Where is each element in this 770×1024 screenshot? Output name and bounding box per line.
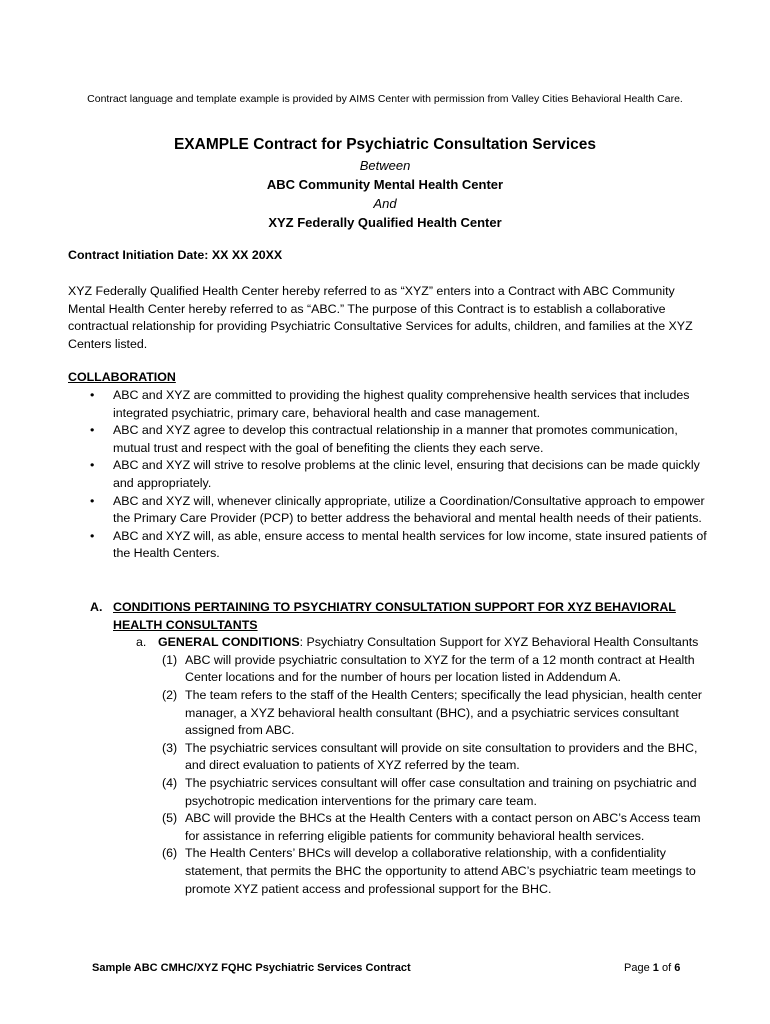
item-number: (1) xyxy=(162,652,178,667)
bullet-icon: • xyxy=(90,458,95,473)
section-a-letter: A. xyxy=(90,600,103,614)
list-item: (4) The psychiatric services consultant will offer case consultation and training on psychiatric and psychotropic medication interventions for the primary care team. xyxy=(162,775,697,808)
party-a: ABC Community Mental Health Center xyxy=(266,177,504,192)
subsection-a-letter: a. xyxy=(136,635,147,650)
and-label: And xyxy=(373,196,397,211)
list-item: (5) ABC will provide the BHCs at the Health Centers with a contact person on ABC’s Access team for assistance in referring eligible patients for community behavioral health services. xyxy=(162,811,701,843)
list-item: • ABC and XYZ will, whenever clinically appropriate, utilize a Coordination/Consultative approach to empower the Primary Care Provider (PCP) to better address the behavioral and mental health needs of their patients. xyxy=(90,493,705,526)
between-label: Between xyxy=(359,158,411,173)
section-a-title: CONDITIONS PERTAINING TO PSYCHIATRY CONSULTATION SUPPORT FOR XYZ BEHAVIORAL HEALTH CONSULTANTS xyxy=(113,600,676,632)
section-a-heading xyxy=(68,599,708,634)
list-item: (1) ABC will provide psychiatric consultation to XYZ for the term of a 12 month contract at Health Center locations and for the number of hours per location listed in Addendum A. xyxy=(162,652,695,685)
list-item: (6) The Health Centers’ BHCs will develop a collaborative relationship, with a confidentiality statement, that permits the BHC the opportunity to attend ABC’s psychiatric team meetings to promote XYZ patient access and professional support for the BHC. xyxy=(162,846,696,896)
list-item: • ABC and XYZ will, as able, ensure access to mental health services for low income, state insured patients of the Health Centers. xyxy=(90,528,707,561)
initiation-date: Contract Initiation Date: XX XX 20XX xyxy=(68,248,283,262)
bullet-icon: • xyxy=(90,388,95,402)
general-conditions-list xyxy=(68,652,708,898)
permission-notice: Contract language and template example is provided by AIMS Center with permission from Valley Cities Behavioral Health Care. xyxy=(87,93,683,105)
list-item: (2) The team refers to the staff of the Health Centers; specifically the lead physician, health center manager, a XYZ behavioral health consultant (BHC), and a psychiatric services consultant assigned from ABC. xyxy=(162,687,703,738)
page-number: Page 1 of 6 xyxy=(624,962,681,974)
bullet-icon: • xyxy=(90,423,95,438)
footer-title: Sample ABC CMHC/XYZ FQHC Psychiatric Services Contract xyxy=(92,962,411,974)
bullet-icon: • xyxy=(90,528,95,543)
current-page: 1 xyxy=(652,962,659,974)
subsection-a xyxy=(68,634,708,652)
list-item: (3) The psychiatric services consultant will provide on site consultation to providers and the BHC, and direct evaluation to patients of XYZ referred by the team. xyxy=(162,740,698,773)
list-item: • ABC and XYZ agree to develop this contractual relationship in a manner that promotes communication, mutual trust and respect with the goal of benefiting the clients they each serve. xyxy=(90,423,678,455)
item-number: (3) xyxy=(162,740,178,755)
section-a xyxy=(68,599,708,898)
subsection-a-lead: GENERAL CONDITIONS xyxy=(158,635,300,650)
item-number: (6) xyxy=(162,846,178,861)
subsection-a-text: : Psychiatry Consultation Support for XYZ Behavioral Health Consultants xyxy=(299,635,699,650)
party-b: XYZ Federally Qualified Health Center xyxy=(268,215,502,230)
collaboration-list xyxy=(68,387,708,563)
list-item: • ABC and XYZ will strive to resolve problems at the clinic level, ensuring that decisions can be made quickly and appropriately. xyxy=(90,458,700,490)
page-title: EXAMPLE Contract for Psychiatric Consultation Services xyxy=(173,136,597,153)
list-item: • ABC and XYZ are committed to providing the highest quality comprehensive health services that includes integrated psychiatric, primary care, behavioral health and case management. xyxy=(90,388,690,420)
item-number: (5) xyxy=(162,811,178,826)
item-number: (2) xyxy=(162,687,178,702)
title-block xyxy=(0,134,770,232)
total-pages: 6 xyxy=(674,962,681,974)
bullet-icon: • xyxy=(90,493,95,508)
item-number: (4) xyxy=(162,775,178,790)
collaboration-heading: COLLABORATION xyxy=(68,370,176,384)
intro-paragraph: XYZ Federally Qualified Health Center hereby referred to as “XYZ” enters into a Contract with ABC Community Mental Health Center hereby referred to as “ABC.” The purpose of this Contract is to establish a collaborative contractual relationship for providing Psychiatric Consultative Services for adults, children, and families at the XYZ Centers listed. xyxy=(68,284,693,351)
